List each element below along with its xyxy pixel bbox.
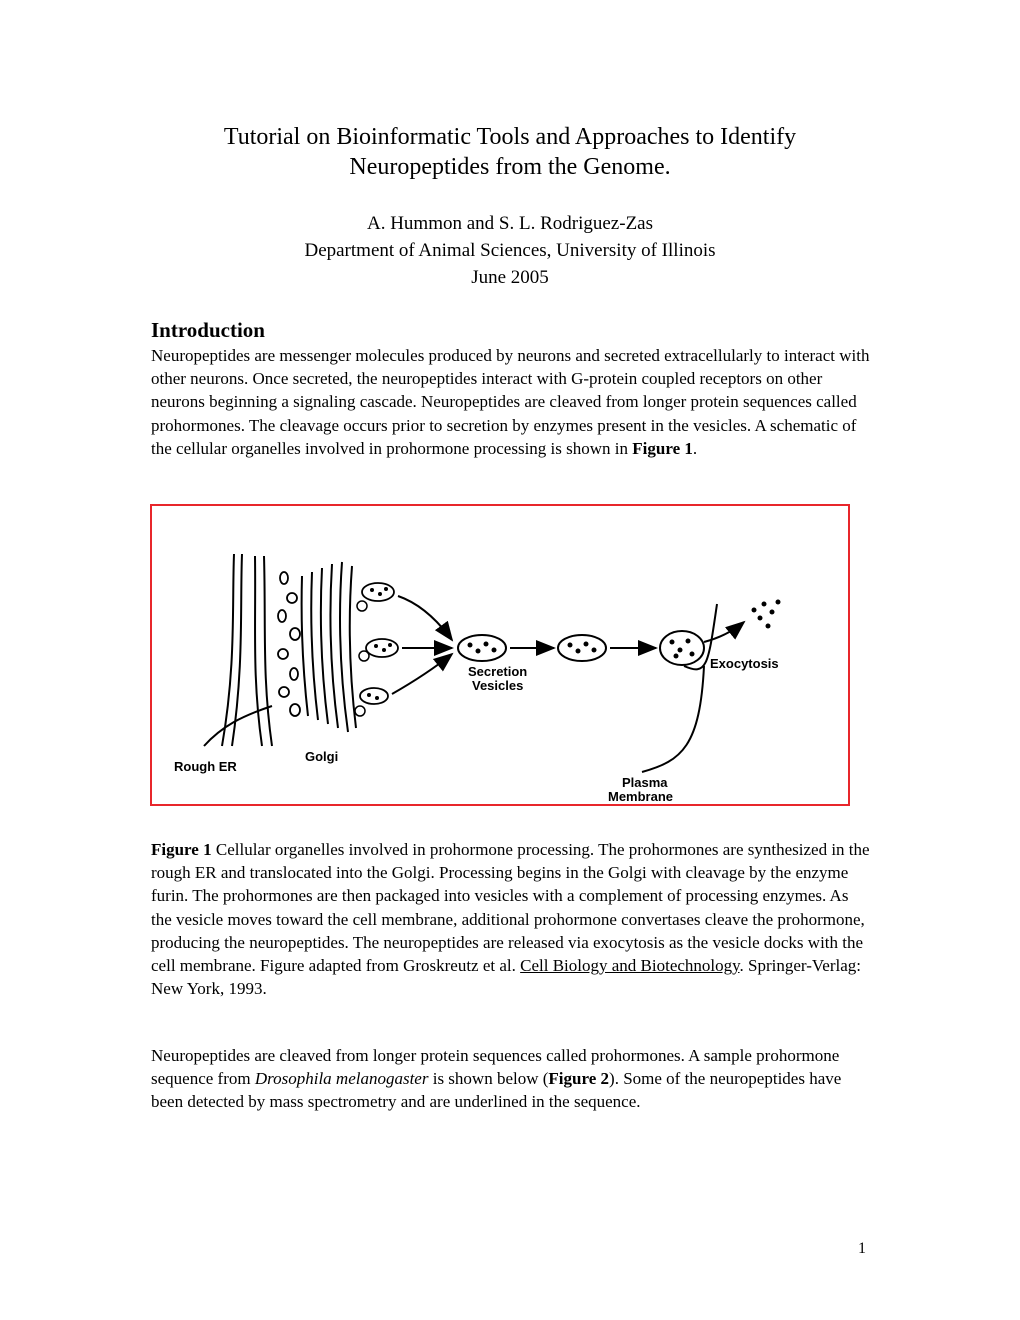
label-secretion: Secretion xyxy=(468,664,528,679)
label-plasma: Plasma xyxy=(622,775,668,790)
figure-1-reference: Figure 1 xyxy=(632,438,693,458)
figure-1-caption xyxy=(151,838,873,1000)
label-vesicles: Vesicles xyxy=(472,678,524,693)
para2-start: Neuropeptides are cleaved from longer protein sequences called prohormones. A sample prohormone sequence from xyxy=(151,1046,840,1089)
para2-end: ). Some of the neuropeptides have been detected by mass spectrometry and are underlined in the sequence. xyxy=(151,1069,842,1112)
plasma-membrane-line xyxy=(642,604,717,772)
figure-2-reference: Figure 2 xyxy=(548,1069,610,1089)
label-golgi: Golgi xyxy=(305,749,339,764)
page-number: 1 xyxy=(858,1240,866,1257)
document-title xyxy=(0,122,1020,182)
intro-text: Neuropeptides are messenger molecules produced by neurons and secreted extracellularly to interact with other neurons. Once secreted, the neuropeptides interact with G-protein coupled receptors on other neurons beginning a signaling cascade. Neuropeptides are cleaved from longer protein sequences called prohormones. The cleavage occurs prior to secretion by enzymes present in the vesicles. A schematic of the cellular organelles involved in prohormone processing is shown in xyxy=(151,346,870,458)
label-rough-er: Rough ER xyxy=(174,759,237,774)
title-line-2: Neuropeptides from the Genome. xyxy=(349,154,671,180)
date: June 2005 xyxy=(471,267,549,288)
caption-end: . Springer-Verlag: New York, 1993. xyxy=(151,956,862,999)
caption-label: Figure 1 xyxy=(151,840,212,859)
rough-er-shape xyxy=(204,554,272,746)
paragraph-2 xyxy=(151,1044,873,1114)
para2-mid: is shown below ( xyxy=(428,1069,549,1089)
label-exocytosis: Exocytosis xyxy=(710,656,779,671)
species-name: Drosophila melanogaster xyxy=(254,1069,429,1089)
budding-vesicles xyxy=(360,583,398,704)
affiliation: Department of Animal Sciences, University of Illinois xyxy=(304,240,716,261)
organelle-schematic xyxy=(152,506,848,804)
exocytosed-granules xyxy=(752,600,781,629)
title-line-1: Tutorial on Bioinformatic Tools and Approaches to Identify xyxy=(223,124,797,150)
authors: A. Hummon and S. L. Rodriguez-Zas xyxy=(366,213,653,234)
er-cisternae xyxy=(278,572,300,716)
transport-arrows xyxy=(510,622,744,648)
label-membrane: Membrane xyxy=(608,789,674,804)
figure-1 xyxy=(150,504,850,806)
arrows-to-vesicles xyxy=(392,596,452,694)
golgi-stack xyxy=(302,562,356,732)
caption-text: Cellular organelles involved in prohormone processing. The prohormones are synthesized in the rough ER and translocated into the Golgi. Processing begins in the Golgi with cleavage by the enzyme furin. The prohormones are then packaged into vesicles with a complement of processing enzymes. As the vesicle moves toward the cell membrane, additional prohormone convertases cleave the prohormone, producing the neuropeptides. The neuropeptides are released via exocytosis as the vesicle docks with the cell membrane. Figure adapted from Groskreutz et al. xyxy=(151,840,870,976)
intro-paragraph xyxy=(151,344,873,460)
section-heading-introduction: Introduction xyxy=(151,318,265,342)
caption-book-title: Cell Biology and Biotechnology xyxy=(520,956,740,976)
intro-end: . xyxy=(692,438,698,458)
